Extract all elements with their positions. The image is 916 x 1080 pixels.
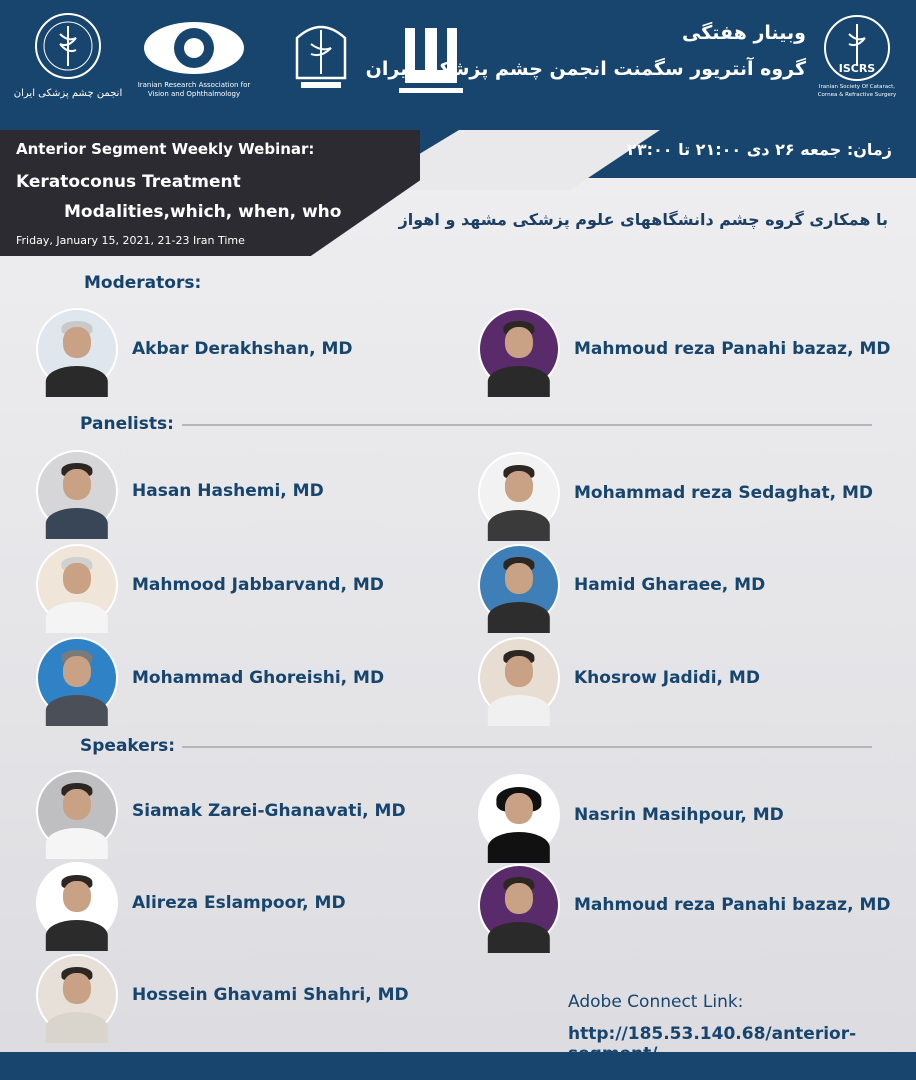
iravo-text-1: Iranian Research Association for [137,81,251,89]
speaker-card [478,864,890,946]
avatar [36,637,118,719]
person-name: Siamak Zarei-Ghanavati, MD [132,801,406,821]
iros-logo [13,8,123,108]
adobe-connect-link[interactable]: http://185.53.140.68/anterior- [568,1024,857,1044]
mashhad-university-logo [275,8,367,108]
avatar [36,954,118,1036]
webinar-time-fa: زمان: جمعه ۲۶ دی ۲۱:۰۰ تا ۲۳:۰۰ [627,140,892,159]
speaker-card [478,774,784,856]
avatar [478,774,560,856]
series-title: Anterior Segment Weekly Webinar: [16,140,315,158]
webinar-date: Friday, January 15, 2021, 21-23 Iran Time [16,234,245,247]
person-name: Hossein Ghavami Shahri, MD [132,985,409,1005]
panelists-heading: Panelists: [80,414,174,434]
person-name: Mahmoud reza Panahi bazaz, MD [574,339,891,359]
panelist-card [478,637,760,719]
avatar [36,450,118,532]
speakers-divider [182,746,872,748]
panelist-card [36,544,384,626]
person-name: Alireza Eslampoor, MD [132,893,346,913]
person-name: Hamid Gharaee, MD [574,575,766,595]
panelist-card [478,544,765,626]
webinar-title-fa: وبینار هفتگی [681,22,806,44]
person-name: Khosrow Jadidi, MD [574,668,760,688]
iros-text: انجمن چشم پزشکی ایران [13,88,123,99]
person-name: Mohammad Ghoreishi, MD [132,668,385,688]
topic-line-1: Keratoconus Treatment [16,172,241,192]
iravo-logo [132,8,257,108]
avatar [478,637,560,719]
person-name: Hasan Hashemi, MD [132,481,324,501]
speaker-card [36,954,409,1036]
person-name: Mohammad reza Sedaghat, MD [574,483,874,503]
moderators-heading: Moderators: [84,273,202,293]
avatar [478,544,560,626]
iravo-text-2: Vision and Ophthalmology [147,90,241,98]
iscrs-sub-1: Iranian Society Of Cataract, [818,84,896,90]
avatar [478,864,560,946]
moderator-card [478,308,890,390]
iscrs-name: ISCRS [838,62,876,75]
panelist-card [36,450,324,532]
webinar-info [16,140,341,247]
panelists-divider [182,424,872,426]
avatar [36,308,118,390]
iscrs-logo [812,10,902,110]
person-name: Mahmood Jabbarvand, MD [132,575,384,595]
speaker-card [36,862,346,944]
avatar [478,308,560,390]
person-name: Akbar Derakhshan, MD [132,339,353,359]
adobe-connect-label: Adobe Connect Link: [568,992,744,1012]
panelist-card [36,637,384,719]
speaker-card [36,770,406,852]
avatar [478,452,560,534]
webinar-subtitle-fa: گروه آنتریور سگمنت انجمن چشم پزشکی ایران [365,58,806,80]
moderator-card [36,308,353,390]
person-name: Nasrin Masihpour, MD [574,805,784,825]
collaboration-text-fa: با همکاری گروه چشم دانشگاههای علوم پزشکی مشهد و اهواز [398,210,888,229]
avatar [36,544,118,626]
avatar [36,862,118,944]
speakers-heading: Speakers: [80,736,176,756]
header-title-block [366,22,806,80]
topic-line-2: Modalities,which, when, who [64,202,342,222]
footer-bar [0,1052,916,1080]
person-name: Mahmoud reza Panahi bazaz, MD [574,895,891,915]
avatar [36,770,118,852]
panelist-card [478,452,873,534]
iscrs-sub-2: Cornea & Refractive Surgery [817,92,897,98]
